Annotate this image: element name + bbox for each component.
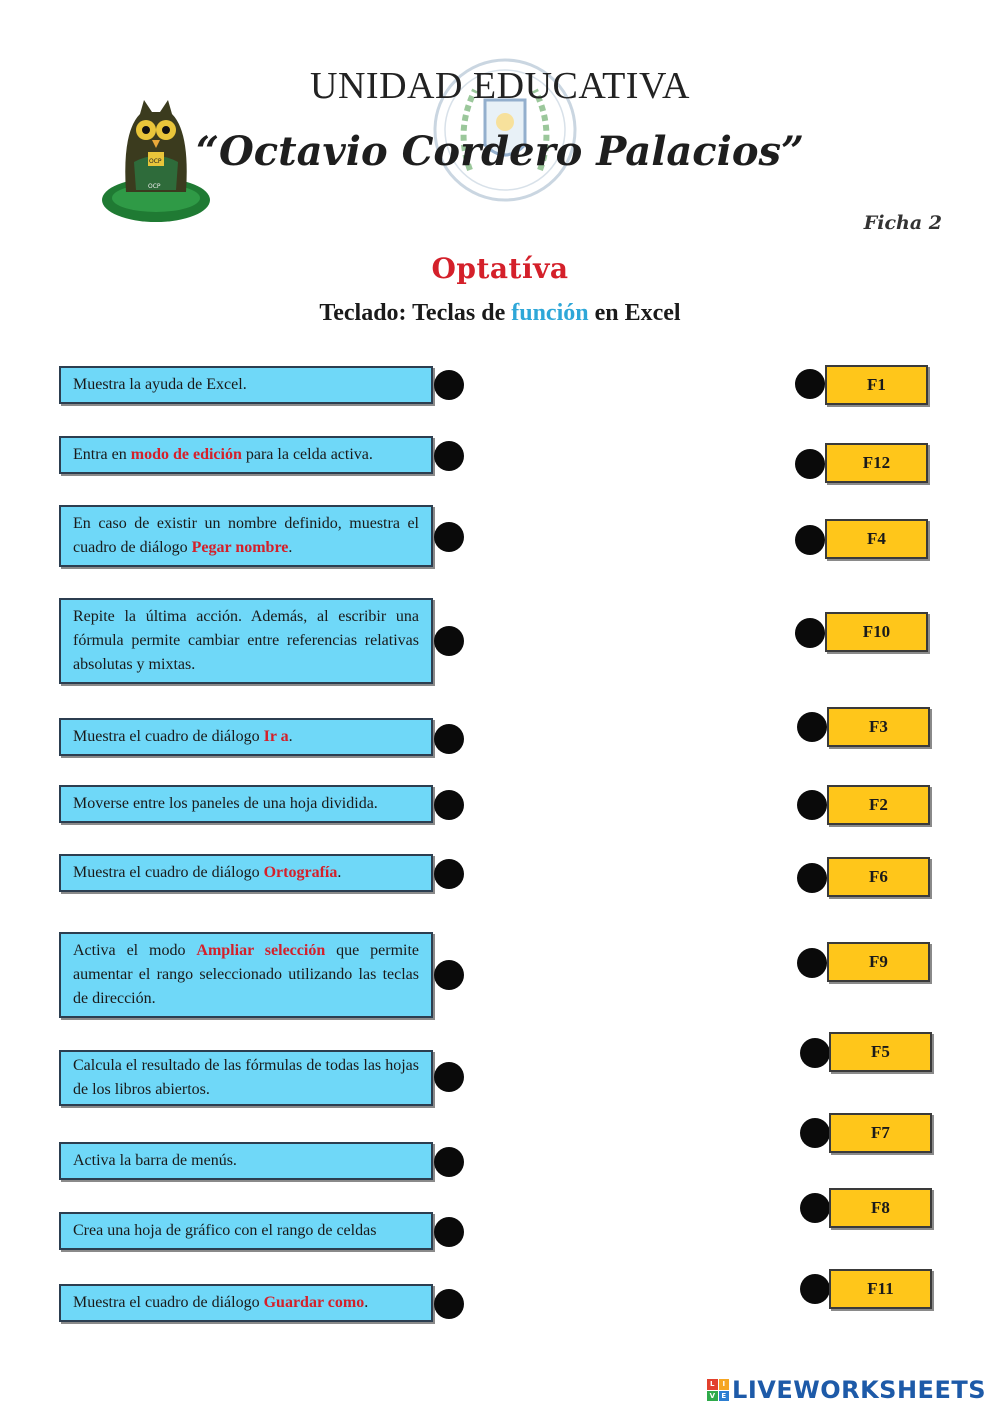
right-connector-dot[interactable]	[795, 369, 825, 399]
description-text: Entra en	[73, 446, 131, 463]
description-highlight: modo de edición	[130, 446, 242, 463]
description-highlight: Ir a	[263, 728, 289, 745]
school-name-line2: “Octavio Cordero Palacios”	[195, 128, 805, 175]
right-connector-dot[interactable]	[795, 449, 825, 479]
logo-letter: I	[719, 1379, 730, 1390]
description-text: Muestra el cuadro de diálogo	[73, 1294, 264, 1311]
sheet-label: Ficha 2	[863, 212, 942, 234]
right-connector-dot[interactable]	[800, 1118, 830, 1148]
description-highlight: Pegar nombre	[191, 539, 289, 556]
liveworksheets-brand	[707, 1376, 986, 1404]
left-connector-dot[interactable]	[434, 1289, 464, 1319]
logo-letter: V	[707, 1391, 718, 1402]
right-connector-dot[interactable]	[797, 790, 827, 820]
function-key-box: F11	[829, 1269, 932, 1309]
right-connector-dot[interactable]	[800, 1193, 830, 1223]
description-box	[59, 436, 433, 474]
description-highlight: Guardar como	[263, 1294, 365, 1311]
logo-letter: E	[719, 1391, 730, 1402]
right-connector-dot[interactable]	[797, 948, 827, 978]
function-key-box: F7	[829, 1113, 932, 1153]
left-connector-dot[interactable]	[434, 441, 464, 471]
school-name-line1: UNIDAD EDUCATIVA	[310, 65, 690, 107]
description-text: Muestra el cuadro de diálogo	[73, 864, 264, 881]
right-connector-dot[interactable]	[795, 525, 825, 555]
subject-title: Optatíva	[431, 252, 569, 285]
left-connector-dot[interactable]	[434, 522, 464, 552]
description-highlight: Ortografía	[263, 864, 338, 881]
right-connector-dot[interactable]	[795, 618, 825, 648]
left-connector-dot[interactable]	[434, 724, 464, 754]
function-key-box: F9	[827, 942, 930, 982]
function-key-box: F4	[825, 519, 928, 559]
description-text-end: .	[337, 864, 342, 881]
description-text-end: .	[288, 539, 293, 556]
description-box	[59, 1212, 433, 1250]
right-connector-dot[interactable]	[800, 1038, 830, 1068]
description-text: Calcula el resultado de las fórmulas de todas las hojas de los libros abiertos.	[73, 1057, 419, 1098]
description-box	[59, 854, 433, 892]
description-box	[59, 598, 433, 684]
description-text-end: para la celda activa.	[241, 446, 373, 463]
description-text: Moverse entre los paneles de una hoja dividida.	[73, 795, 378, 812]
function-key-box: F1	[825, 365, 928, 405]
description-box	[59, 1050, 433, 1106]
left-connector-dot[interactable]	[434, 859, 464, 889]
description-text-end: .	[364, 1294, 369, 1311]
right-connector-dot[interactable]	[797, 863, 827, 893]
description-box	[59, 1142, 433, 1180]
subtitle-pre: Teclado: Teclas de	[319, 300, 512, 326]
left-connector-dot[interactable]	[434, 790, 464, 820]
function-key-box: F10	[825, 612, 928, 652]
left-connector-dot[interactable]	[434, 960, 464, 990]
description-box	[59, 932, 433, 1018]
function-key-box: F3	[827, 707, 930, 747]
function-key-box: F5	[829, 1032, 932, 1072]
logo-badge-text-2: OCP	[148, 183, 161, 190]
description-text: En caso de existir un nombre definido, muestra el cuadro de diálogo	[73, 515, 419, 556]
logo-badge-text: OCP	[149, 158, 162, 165]
description-box	[59, 1284, 433, 1322]
right-connector-dot[interactable]	[800, 1274, 830, 1304]
description-text: Muestra el cuadro de diálogo	[73, 728, 264, 745]
left-connector-dot[interactable]	[434, 1217, 464, 1247]
description-highlight: Ampliar selección	[196, 942, 326, 959]
description-text: Repite la última acción. Además, al escribir una fórmula permite cambiar entre referencias relativas absolutas y mixtas.	[73, 608, 419, 673]
logo-letter: L	[707, 1379, 718, 1390]
function-key-box: F6	[827, 857, 930, 897]
brand-name: LIVEWORKSHEETS	[732, 1376, 986, 1404]
function-key-box: F2	[827, 785, 930, 825]
description-text-end: que permite aumentar el rango seleccionado utilizando las teclas de dirección.	[73, 942, 420, 1007]
subtitle-highlight: función	[511, 300, 589, 326]
description-box	[59, 718, 433, 756]
description-box	[59, 505, 433, 567]
left-connector-dot[interactable]	[434, 370, 464, 400]
worksheet-subtitle	[0, 300, 1000, 327]
description-text: Activa la barra de menús.	[73, 1152, 237, 1169]
left-connector-dot[interactable]	[434, 626, 464, 656]
description-text: Crea una hoja de gráfico con el rango de celdas	[73, 1222, 377, 1239]
right-connector-dot[interactable]	[797, 712, 827, 742]
description-box	[59, 785, 433, 823]
left-connector-dot[interactable]	[434, 1062, 464, 1092]
left-connector-dot[interactable]	[434, 1147, 464, 1177]
description-text: Activa el modo	[73, 942, 197, 959]
subtitle-post: en Excel	[588, 300, 681, 326]
function-key-box: F8	[829, 1188, 932, 1228]
function-key-box: F12	[825, 443, 928, 483]
liveworksheets-logo-icon	[707, 1379, 729, 1401]
description-text: Muestra la ayuda de Excel.	[73, 376, 247, 393]
description-text-end: .	[288, 728, 293, 745]
description-box	[59, 366, 433, 404]
